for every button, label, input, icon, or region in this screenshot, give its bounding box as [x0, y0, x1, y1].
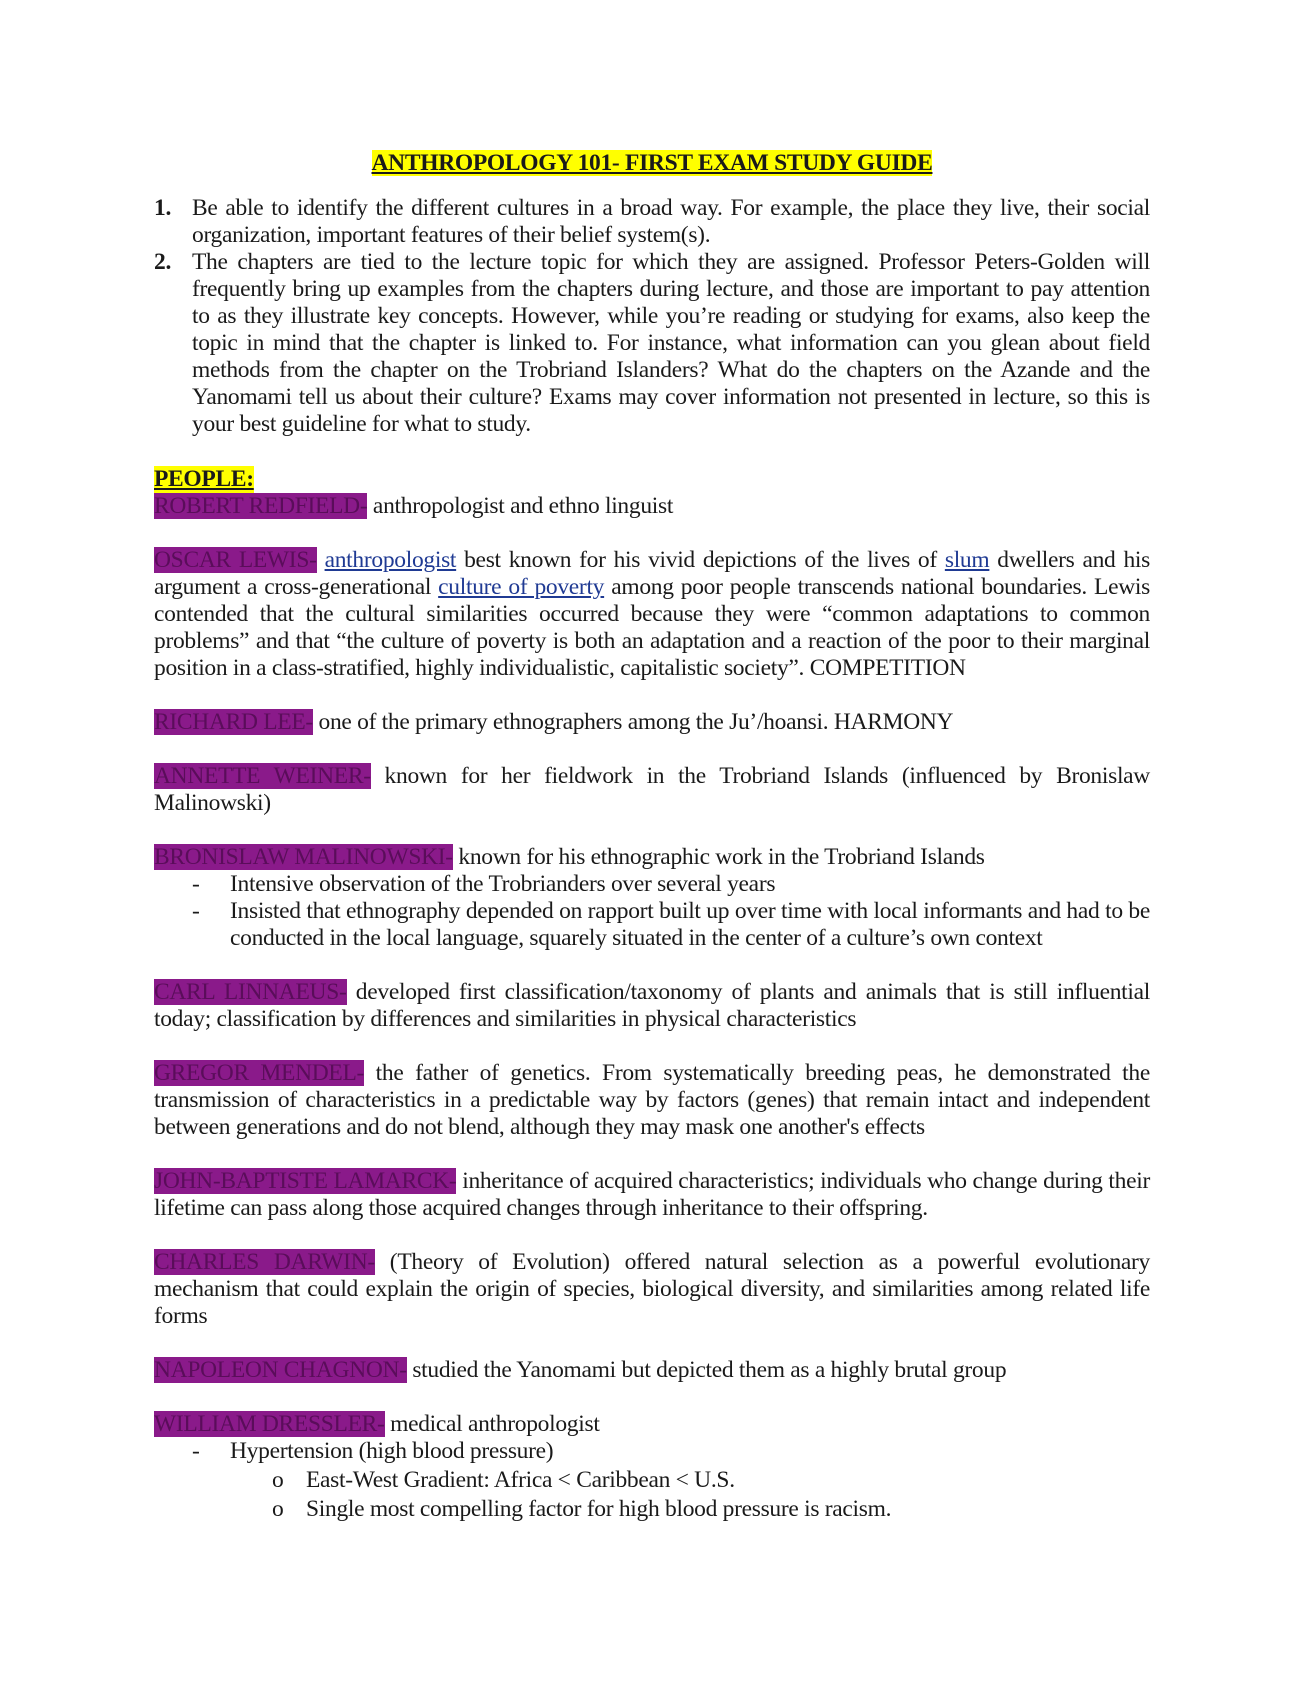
list-item [154, 871, 1150, 898]
person-entry-mendel [154, 1060, 1150, 1141]
person-name: JOHN-BAPTISTE LAMARCK- [154, 1168, 457, 1194]
instruction-item [154, 249, 1150, 438]
bullet-list [154, 871, 1150, 952]
person-description: inheritance of acquired characteristics; individuals who change during their lifetime can pass along those acquired changes through inheritance to their offspring. [154, 1168, 1150, 1221]
person-description: best known for his vivid depictions of the lives of [456, 547, 945, 573]
person-description: known for his ethnographic work in the Trobriand Islands [452, 844, 985, 870]
list-item-text: Single most compelling factor for high blood pressure is racism. [306, 1496, 892, 1522]
list-item [154, 1438, 1150, 1465]
person-entry-lewis [154, 547, 1150, 682]
sub-bullet-list [154, 1467, 1150, 1523]
person-name: WILLIAM DRESSLER- [154, 1411, 385, 1437]
document-title: ANTHROPOLOGY 101- FIRST EXAM STUDY GUIDE [371, 150, 933, 176]
person-name: NAPOLEON CHAGNON- [154, 1357, 407, 1383]
person-description: developed first classification/taxonomy of plants and animals that is still influential today; classification by differences and similarities in physical characteristics [154, 979, 1150, 1032]
list-item-text: Hypertension (high blood pressure) [230, 1438, 554, 1464]
instruction-text: Be able to identify the different cultures in a broad way. For example, the place they live, their social organization, important features of their belief system(s). [192, 195, 1150, 248]
document-page [154, 150, 1150, 1523]
instruction-list [154, 195, 1150, 438]
person-description: one of the primary ethnographers among the Ju’/hoansi. HARMONY [312, 709, 954, 735]
person-description: (Theory of Evolution) offered natural selection as a powerful evolutionary mechanism that could explain the origin of species, biological diversity, and similarities among related life forms [154, 1249, 1150, 1329]
circle-bullet: o [272, 1496, 284, 1522]
anthropologist-link[interactable]: anthropologist [324, 547, 457, 573]
person-entry-redfield [154, 493, 1150, 520]
person-name: BRONISLAW MALINOWSKI- [154, 844, 453, 870]
sub-list-item [154, 1467, 1150, 1494]
person-name: CHARLES DARWIN- [154, 1249, 375, 1275]
sub-list-item [154, 1496, 1150, 1523]
person-description: among poor people transcends national boundaries. Lewis contended that the cultural similarities occurred because they were “common adaptations to common problems” and that “the culture of poverty is both an adaptation and a reaction of the poor to their marginal position in a class-stratified, highly individualistic, capitalistic society”. COMPETITION [154, 574, 1150, 681]
person-description: anthropologist and ethno linguist [367, 493, 674, 519]
person-entry-weiner [154, 763, 1150, 817]
person-entry-linnaeus [154, 979, 1150, 1033]
person-name: ANNETTE WEINER- [154, 763, 371, 789]
person-name: ROBERT REDFIELD- [154, 493, 368, 519]
slum-link[interactable]: slum [944, 547, 990, 573]
person-entry-chagnon [154, 1357, 1150, 1384]
list-item-text: Insisted that ethnography depended on rapport built up over time with local informants and had to be conducted in the local language, squarely situated in the center of a culture’s own context [230, 898, 1150, 951]
instruction-text: The chapters are tied to the lecture topic for which they are assigned. Professor Peters-Golden will frequently bring up examples from the chapters during lecture, and those are important to pay attention to as they illustrate key concepts. However, while you’re reading or studying for exams, also keep the topic in mind that the chapter is linked to. For instance, what information can you glean about field methods from the chapter on the Trobriand Islanders? What do the chapters on the Azande and the Yanomami tell us about their culture? Exams may cover information not presented in lecture, so this is your best guideline for what to study. [192, 249, 1150, 437]
dash-bullet: - [192, 1438, 200, 1464]
person-description: studied the Yanomami but depicted them as a highly brutal group [406, 1357, 1007, 1383]
person-entry-dressler [154, 1411, 1150, 1523]
person-entry-darwin [154, 1249, 1150, 1330]
person-description: dwellers and his argument a cross-generational [154, 547, 1150, 600]
list-item [154, 898, 1150, 952]
person-name: CARL LINNAEUS- [154, 979, 347, 1005]
circle-bullet: o [272, 1467, 284, 1493]
dash-bullet: - [192, 871, 200, 897]
list-item-text: East-West Gradient: Africa < Caribbean < U.S. [306, 1467, 735, 1493]
person-description: medical anthropologist [384, 1411, 600, 1437]
person-name: GREGOR MENDEL- [154, 1060, 365, 1086]
person-name: OSCAR LEWIS- [154, 547, 317, 573]
person-entry-malinowski [154, 844, 1150, 952]
person-description: known for her fieldwork in the Trobriand Islands (influenced by Bronislaw Malinowski) [154, 763, 1150, 816]
item-number: 1. [154, 195, 172, 221]
culture-of-poverty-link[interactable]: culture of poverty [438, 574, 605, 600]
list-item-text: Intensive observation of the Trobrianders over several years [230, 871, 776, 897]
person-description: the father of genetics. From systematically breeding peas, he demonstrated the transmission of characteristics in a predictable way by factors (genes) that remain intact and independent between generations and do not blend, although they may mask one another's effects [154, 1060, 1150, 1140]
item-number: 2. [154, 249, 172, 275]
people-heading: PEOPLE: [154, 466, 254, 492]
person-entry-lee [154, 709, 1150, 736]
person-name: RICHARD LEE- [154, 709, 313, 735]
dash-bullet: - [192, 898, 200, 924]
bullet-list [154, 1438, 1150, 1465]
person-entry-lamarck [154, 1168, 1150, 1222]
instruction-item [154, 195, 1150, 249]
